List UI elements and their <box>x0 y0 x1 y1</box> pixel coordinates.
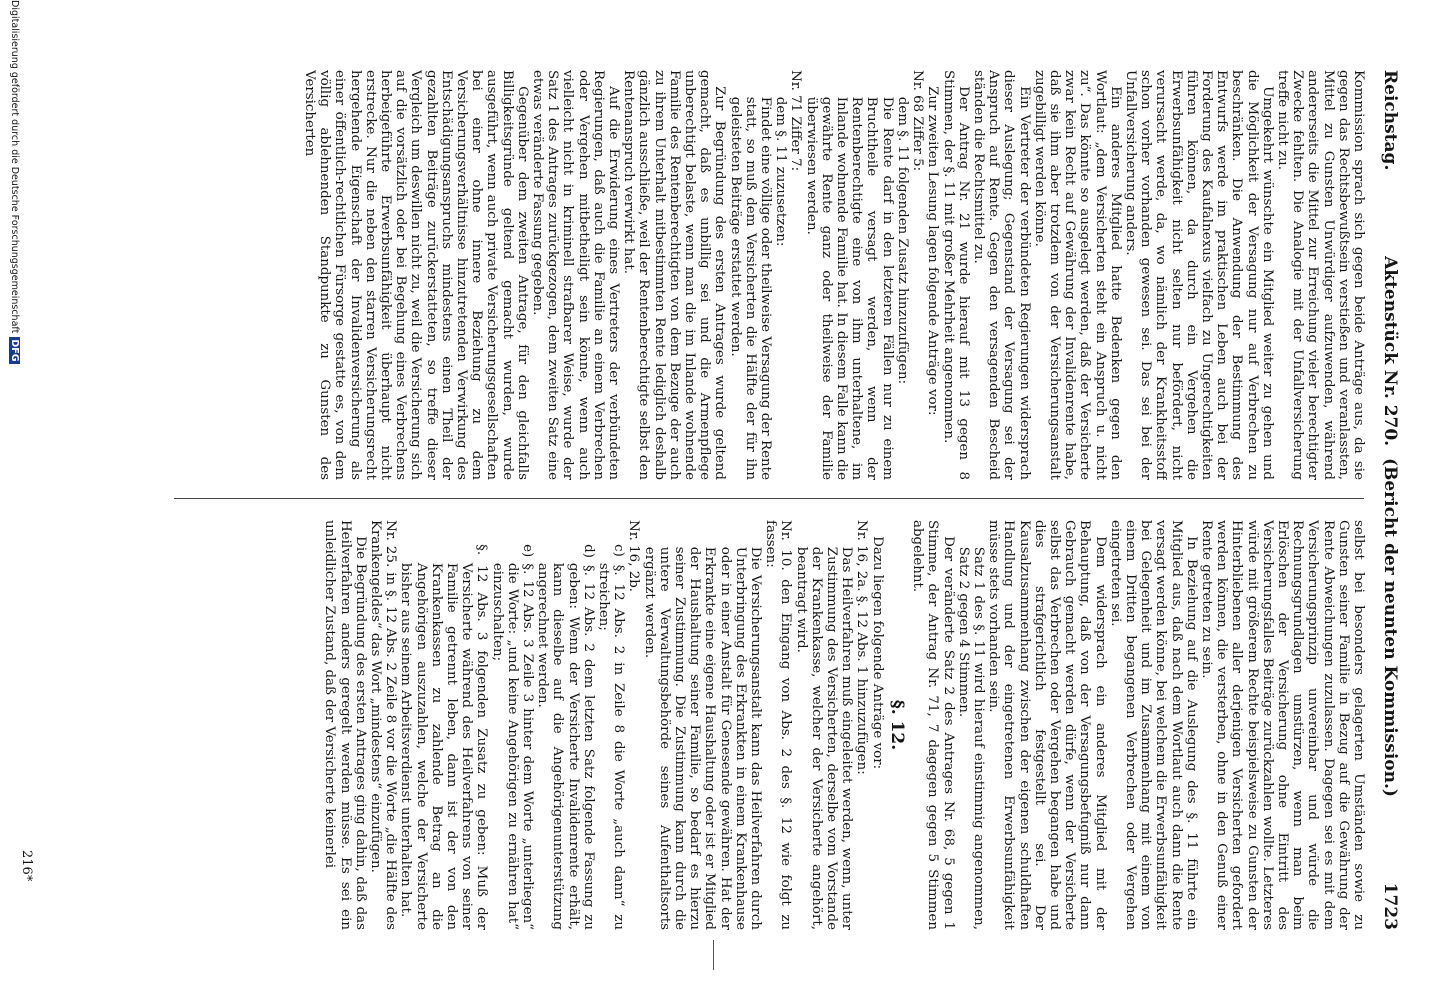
dfg-logo: DFG <box>9 339 20 362</box>
paragraph: In Beziehung auf die Auslegung des §. 11 führte ein Mitglied aus, daß nach dem Wortlaut auch dann die Rente versagt werden könne, bei welchem die Erwerbsunfähigkeit bei Gelegenheit und im Zusammenhang mit einem von einem Dritten begangenen Verbrechen oder Vergehen eingetreten sei. <box>1107 520 1199 930</box>
paragraph: Gegenüber dem zweiten Antrage, für den gleichfalls Billigkeitsgründe geltend gemacht wurden, wurde ausgeführt, wenn auch private Versicherungsgesellschaften bei einer ohne innere Beziehung zu dem Versicherungsverhältnisse hinzutretenden Verwirkung des Entschädigungsanspruchs mindestens einen Theil der gezahlten Beiträge zurückerstatteten, so treffe dieser Vergleich um deswillen nicht zu, weil die Versicherung sich auf die vorsätzlich oder bei Begehung eines Verbrechens herbeigeführte Erwerbsunfähigkeit überhaupt nicht erstrecke. Nur die neben den starren Versicherungsrecht hergehende Eigenschaft der Invalidenversicherung als einer öffentlich-rechtlichen Fürsorge gestatte es, von dem völlig ablehnenden Standpunkte zu Gunsten des Versicherten <box>301 70 530 480</box>
paragraph: selbst bei besonders gelagerten Umständen sowie zu Gunsten seiner Familie in Bezug auf die Gewährung der Rente Abweichungen zuzulassen. Dagegen sei es mit dem Versicherungsprinzip unvereinbar und würde die Rechnungsgrundlagen umstürzen, wenn man beim Erlöschen der Versicherung ohne Eintritt des Versicherungsfalles Beiträge zurückzahlen wollte. Letzteres würde mit größerem Rechte beispielsweise zu Gunsten der Hinterbliebenen aller derjenigen Versicherten gefordert werden können, die versterben, ohne in den Genuß einer Rente getreten zu sein. <box>1198 520 1366 930</box>
paragraph: Umgekehrt wünschte ein Mitglied weiter zu gehen und die Möglichkeit der Versagung nur auf Verbrechen zu beschränken. Die Anwendung der Bestimmung des Entwurfs werde im praktischen Leben auch bei der Forderung des Kaufalnexus vielfach zu Ungerechtigkeiten führen können, da durch ein Vergehen die Erwerbsunfähigkeit nicht selten nur befördert, nicht verursacht werde, da, wo nämlich der Krankheitsstoff schon vorher vorhanden gewesen sei. Das sei bei der Unfallversicherung anders. <box>1122 70 1275 480</box>
motion-ref: Nr. 68 Ziffer 5: <box>910 70 926 172</box>
paragraph: Zur zweiten Lesung lagen folgende Anträge vor: <box>925 86 941 416</box>
paragraph: Auf die Erwiderung eines Vertreters der verbündeten Regierungen, daß auch die Familie an einem Verbrechen oder Vergehen mitbetheiligt sein könne, wenn auch vielleicht nicht in kriminell strafbarer Weise, wurde der Satz 1 des Antrages zurückgezogen, dem zweiten Satz eine etwas veränderte Fassung gegeben. <box>530 70 622 480</box>
right-column <box>166 520 1366 930</box>
paragraph: Die Begründung des ersten Antrages ging dahin, daß das Heilverfahren anders geregelt werden müsse. Es sei ein unleidlicher Zustand, daß der Versicherte keinerlei <box>322 520 368 930</box>
header-center: Aktenstück Nr. 270. (Bericht der neunten Kommission.) <box>1380 256 1400 797</box>
motion-ref: Nr. 71 Ziffer 7: <box>788 70 804 172</box>
paragraph: Kommission sprach sich gegen beide Anträge aus, da sie gegen das Rechtsbewußtsein verstießen und veranlassten, Mittel zu Gunsten Unwürdiger aufzuwenden, während andererseits die Mittel zur Erreichung vieler berechtigter Zwecke fehlten. Die Analogie mit der Unfallversicherung treffe nicht zu. <box>1274 70 1366 480</box>
digitization-note: Digitalisierung gefördert durch die Deutsche ForschungsgemeinschaftDFG <box>9 0 20 362</box>
motion-text: Die Versicherungsanstalt kann das Heilverfahren durch Unterbringung des Erkrankten in einem Krankenhause oder in einer Anstalt für Genesende gewähren. Hat der Erkrankte eine eigene Haushaltung oder ist er Mitglied der Haushaltung seiner Familie, so bedarf es hierzu seiner Zustimmung. Die Zustimmung kann durch die untere Verwaltungsbehörde seines Aufenthaltsorts ergänzt werden. <box>641 546 764 930</box>
page-number: 1723 <box>1380 882 1400 930</box>
motion-text: Die Rente darf in den letzteren Fällen nur zu einem Bruchtheile versagt werden, wenn der Rentenberechtigte eine von ihm unterhaltene, im Inlande wohnende Familie hat. In diesem Falle kann die gewährte Rente ganz oder theilweise der Familie überwiesen werden. <box>803 96 895 480</box>
motion-ref: Nr. 10. den Eingang von Abs. 2 des §. 12 wie folgt zu fassen: <box>763 520 794 930</box>
header-note: (Bericht der neunten Kommission.) <box>1380 457 1400 797</box>
motion-item: d) §. 12 Abs. 2 dem letzten Satz folgende Fassung zu geben: Wenn der Versicherte Invalidenrente erhält, kann dieselbe auf die Angehörigenunterstützung angerechnet werden. <box>535 544 596 930</box>
page-header <box>1376 70 1404 930</box>
motion-text: Das Heilverfahren muß eingeleitet werden, wenn, unter Zustimmung des Versicherten, derselbe vom Vorstande der Krankenkasse, welcher der Versicherte angehört, beantragt wird. <box>793 546 855 930</box>
motion-intro: dem §. 11 folgenden Zusatz hinzuzufügen: <box>894 96 910 385</box>
paragraph: Dem widersprach ein anderes Mitglied mit der Behauptung, daß von der Versagungsbefugniß nur dann Gebrauch gemacht werden dürfe, wenn der Versicherte selbst das Verbrechen oder Vergehen begangen habe und dies strafgerichtlich festgestellt sei. Der Kausalzusammenhang zwischen der eigenen schuldhaften Handlung und der eingetretenen Erwerbsunfähigkeit müsse stets vorhanden sein. <box>986 520 1108 930</box>
motion-item: c) §. 12 Abs. 2 in Zeile 8 die Worte „auch dann“ zu streichen; <box>596 544 627 930</box>
motion-intro: dem §. 11 zuzusetzen: <box>773 96 789 247</box>
paragraph: Der Antrag Nr. 21 wurde hierauf mit 13 gegen 8 Stimmen, der §. 11 mit großer Mehrheit angenommen. <box>940 70 971 480</box>
motion-ref: Nr. 16, 2a. §. 12 Abs. 1 hinzuzufügen: <box>854 520 870 775</box>
motion-ref: Nr. 16, 2b. <box>626 520 642 593</box>
motion-ref: Nr. 25. in §. 12 Abs. 2 Zeile 8 vor die Worte „die Hälfte des Krankengeldes“ das Wort „mindestens“ einzufügen. <box>368 520 399 930</box>
paragraph: Ein anderes Mitglied hatte Bedenken gegen den Wortlaut: „dem Versicherten steht ein Anspruch u. nicht zu“. Das könnte so ausgelegt werden, daß der Versicherte zwar kein Recht auf Gewährung der Invalidenrente habe, daß sie ihm aber trotzdem von der Versicherungsanstalt zugebilligt werden könne. <box>1031 70 1123 480</box>
paragraph: Satz 1 des §. 11 wird hierauf einstimmig angenommen, Satz 2 gegen 4 Stimmen. <box>955 546 986 930</box>
motion-text: Findet eine völlige oder theilweise Versagung der Rente statt, so muß dem Versicherten die Hälfte der für ihn geleisteten Beiträge erstattet werden. <box>727 96 774 480</box>
signature-mark: 216* <box>19 850 34 882</box>
paragraph: Zur Begründung des ersten Antrages wurde geltend gemacht, daß es unbillig sei und die Armenpflege unberechtigt belaste, wenn man die im Inlande wohnende Familie des Rentenberechtigten von dem Bezuge der auch zu ihrem Unterhalt mitbestimmten Rente lediglich deshalb gänzlich ausschließe, weil der Rentenberechtigte selbst den Rentenanspruch verwirkt hat. <box>621 70 728 480</box>
left-column <box>166 70 1366 480</box>
motion-item: §. 12 Abs. 3 folgenden Zusatz zu geben: Muß der Versicherte während des Heilverfahrens von seiner Familie getrennt leben, dann ist der von den Krankenkassen zu zahlende Betrag an die Angehörigen auszuzahlen, welche der Versicherte bisher aus seinem Arbeitsverdienst unterhalten hat. <box>398 544 490 930</box>
paragraph: Ein Vertreter der verbündeten Regierungen widersprach dieser Auslegung; Gegenstand der Versagung sei der Anspruch auf Rente. Gegen den versagenden Bescheid ständen die Rechtsmittel zu. <box>970 70 1032 480</box>
section-title: §. 12. <box>886 699 907 751</box>
paragraph: Der veränderte Satz 2 des Antrages Nr. 68, 5 gegen 1 Stimme, der Antrag Nr. 71, 7 dagegen gegen 5 Stimmen abgelehnt. <box>910 520 956 930</box>
header-left: Reichstag. <box>1380 70 1400 171</box>
column-divider <box>174 498 1364 499</box>
top-dash <box>713 940 714 970</box>
motion-item: e) §. 12 Abs. 3 Zeile 3 hinter dem Worte „unterliegen“ die Worte: „und keine Angehörigen zu ernähren hat“ einzuschalten; <box>489 544 536 930</box>
paragraph: Dazu liegen folgende Anträge vor: <box>869 536 885 770</box>
